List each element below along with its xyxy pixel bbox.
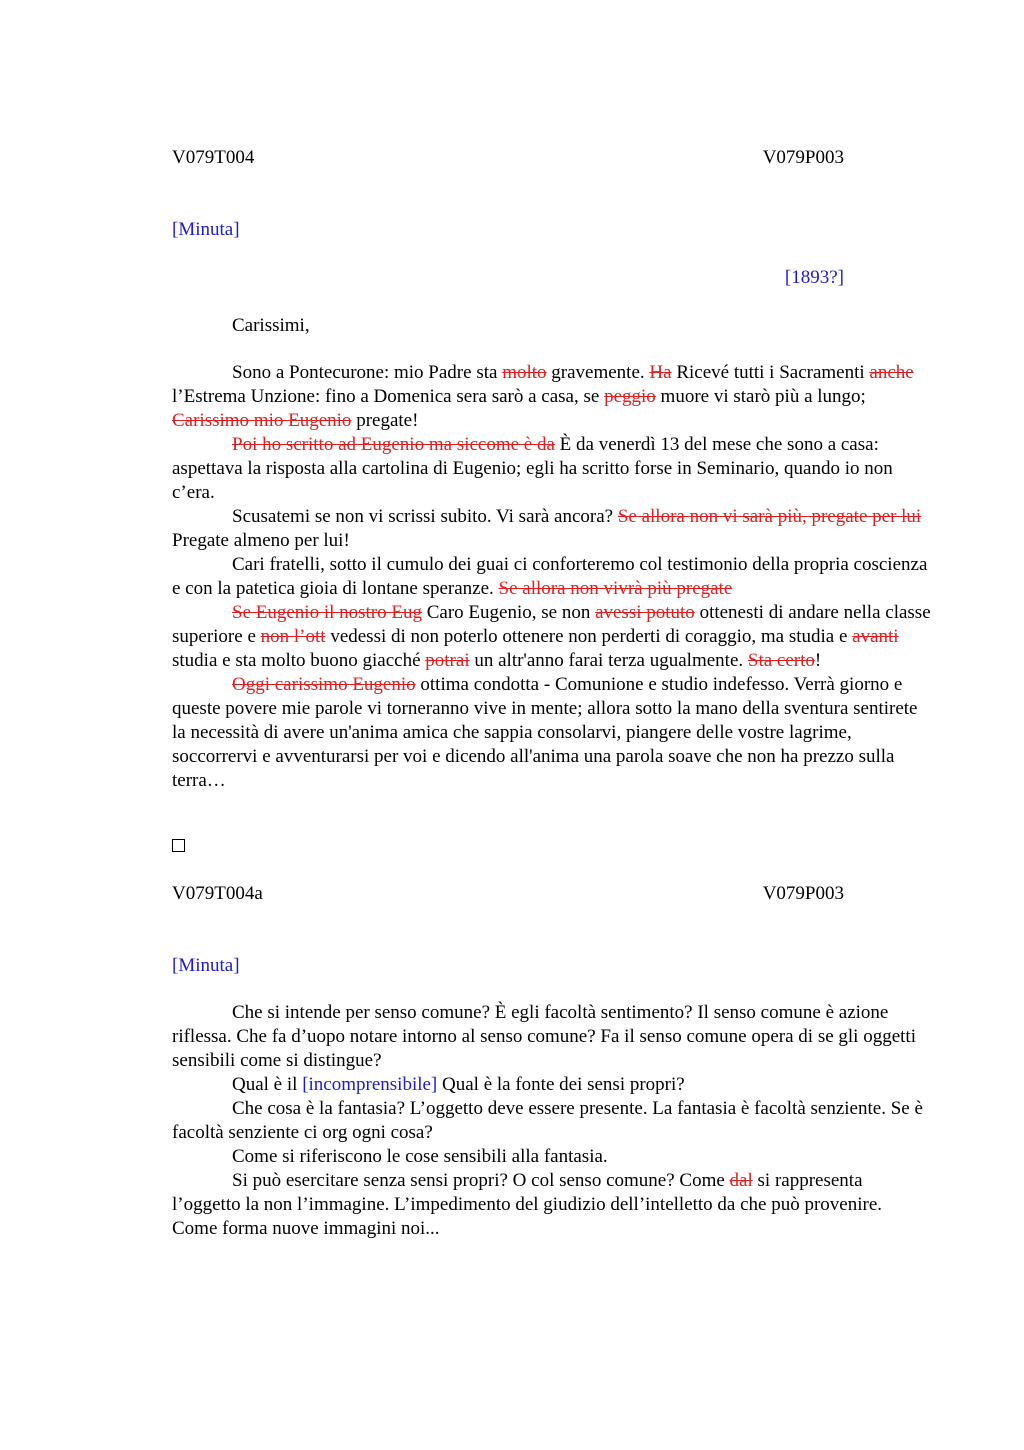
doc1-paragraph-5: Se Eugenio il nostro Eug Caro Eugenio, se non avessi potuto ottenesti di andare nella classe superiore e non l’ott vedessi di non poterlo ottenere non perderti di coraggio, ma studia e avanti studia e sta molto buono giacché potrai un altr'anno farai terza ugualmente. Sta certo!	[172, 602, 931, 671]
doc1-paragraph-4: Cari fratelli, sotto il cumulo dei guai ci conforteremo col testimonio della propria coscienza e con la patetica gioia di lontane speranze. Se allora non vivrà più pregate	[172, 554, 928, 599]
editorial-note: [incomprensibile]	[302, 1074, 438, 1095]
doc1-date: [1893?]	[784, 267, 844, 288]
deleted-text: anche	[869, 362, 914, 383]
doc1-paragraph-6: Oggi carissimo Eugenio ottima condotta - Comunione e studio indefesso. Verrà giorno e queste povere mie parole vi torneranno vive in mente; allora sotto la mano della sventura sentirete la necessità di avere un'anima amica che sappia consolarvi, piangere delle vostre lagrime, soccorrervi e avventurarsi per voi e dicendo all'anima una parola soave che non ha prezzo sulla terra…	[172, 674, 918, 791]
doc1-date-row	[172, 266, 844, 290]
deleted-text: Se Eugenio il nostro Eug	[232, 602, 422, 623]
deleted-text: non l’ott	[260, 626, 326, 647]
deleted-text: Oggi carissimo Eugenio	[232, 674, 416, 695]
deleted-text: potrai	[425, 650, 470, 671]
doc1-paragraph-1: Sono a Pontecurone: mio Padre sta molto gravemente. Ha Ricevé tutti i Sacramenti anche l’Estrema Unzione: fino a Domenica sera sarò a casa, se peggio muore vi starò più a lungo; Carissimo mio Eugenio pregate!	[172, 362, 914, 431]
doc1-code-left: V079T004	[172, 147, 255, 168]
doc1-paragraph-3: Scusatemi se non vi scrissi subito. Vi sarà ancora? Se allora non vi sarà più, pregate per lui Pregate almeno per lui!	[172, 506, 922, 551]
doc2-paragraph-5: Si può esercitare senza sensi propri? O col senso comune? Come dal si rappresenta l’oggetto la non l’immagine. L’impedimento del giudizio dell’intelletto da che può provenire. Come forma nuove immagini noi...	[172, 1170, 883, 1239]
doc2-paragraph-2: Qual è il [incomprensibile] Qual è la fonte dei sensi propri?	[232, 1074, 685, 1095]
deleted-text: Ha	[649, 362, 672, 383]
doc2-paragraph-4: Come si riferiscono le cose sensibili alla fantasia.	[232, 1146, 608, 1167]
doc1-code-right: V079P003	[762, 147, 844, 168]
doc1-salutation: Carissimi,	[232, 315, 310, 336]
doc2-code-left: V079T004a	[172, 883, 263, 904]
doc1-header	[172, 146, 844, 170]
doc2-header	[172, 882, 844, 906]
deleted-text: dal	[729, 1170, 753, 1191]
deleted-text: avanti	[852, 626, 899, 647]
doc1-label: [Minuta]	[172, 219, 240, 240]
doc1-body	[172, 361, 932, 793]
doc2-body	[172, 1001, 932, 1241]
deleted-text: molto	[502, 362, 547, 383]
doc2-code-right: V079P003	[762, 883, 844, 904]
doc1-paragraph-2: Poi ho scritto ad Eugenio ma siccome è da È da venerdì 13 del mese che sono a casa: aspettava la risposta alla cartolina di Eugenio; egli ha scritto forse in Seminario, quando io non c’era.	[172, 434, 893, 503]
doc2-label: [Minuta]	[172, 955, 240, 976]
deleted-text: Se allora non vivrà più pregate	[498, 578, 733, 599]
doc2-paragraph-3: Che cosa è la fantasia? L’oggetto deve essere presente. La fantasia è facoltà senziente. Se è facoltà senziente ci org ogni cosa?	[172, 1098, 923, 1143]
deleted-text: Poi ho scritto ad Eugenio ma siccome è da	[232, 434, 555, 455]
deleted-text: Sta certo	[747, 650, 815, 671]
deleted-text: Carissimo mio Eugenio	[172, 410, 352, 431]
separator-square-icon	[172, 839, 185, 852]
deleted-text: Se allora non vi sarà più, pregate per lui	[617, 506, 922, 527]
doc2-paragraph-1: Che si intende per senso comune? È egli facoltà sentimento? Il senso comune è azione riflessa. Che fa d’uopo notare intorno al senso comune? Fa il senso comune opera di se gli oggetti sensibili come si distingue?	[172, 1002, 916, 1071]
deleted-text: avessi potuto	[595, 602, 695, 623]
deleted-text: peggio	[604, 386, 656, 407]
